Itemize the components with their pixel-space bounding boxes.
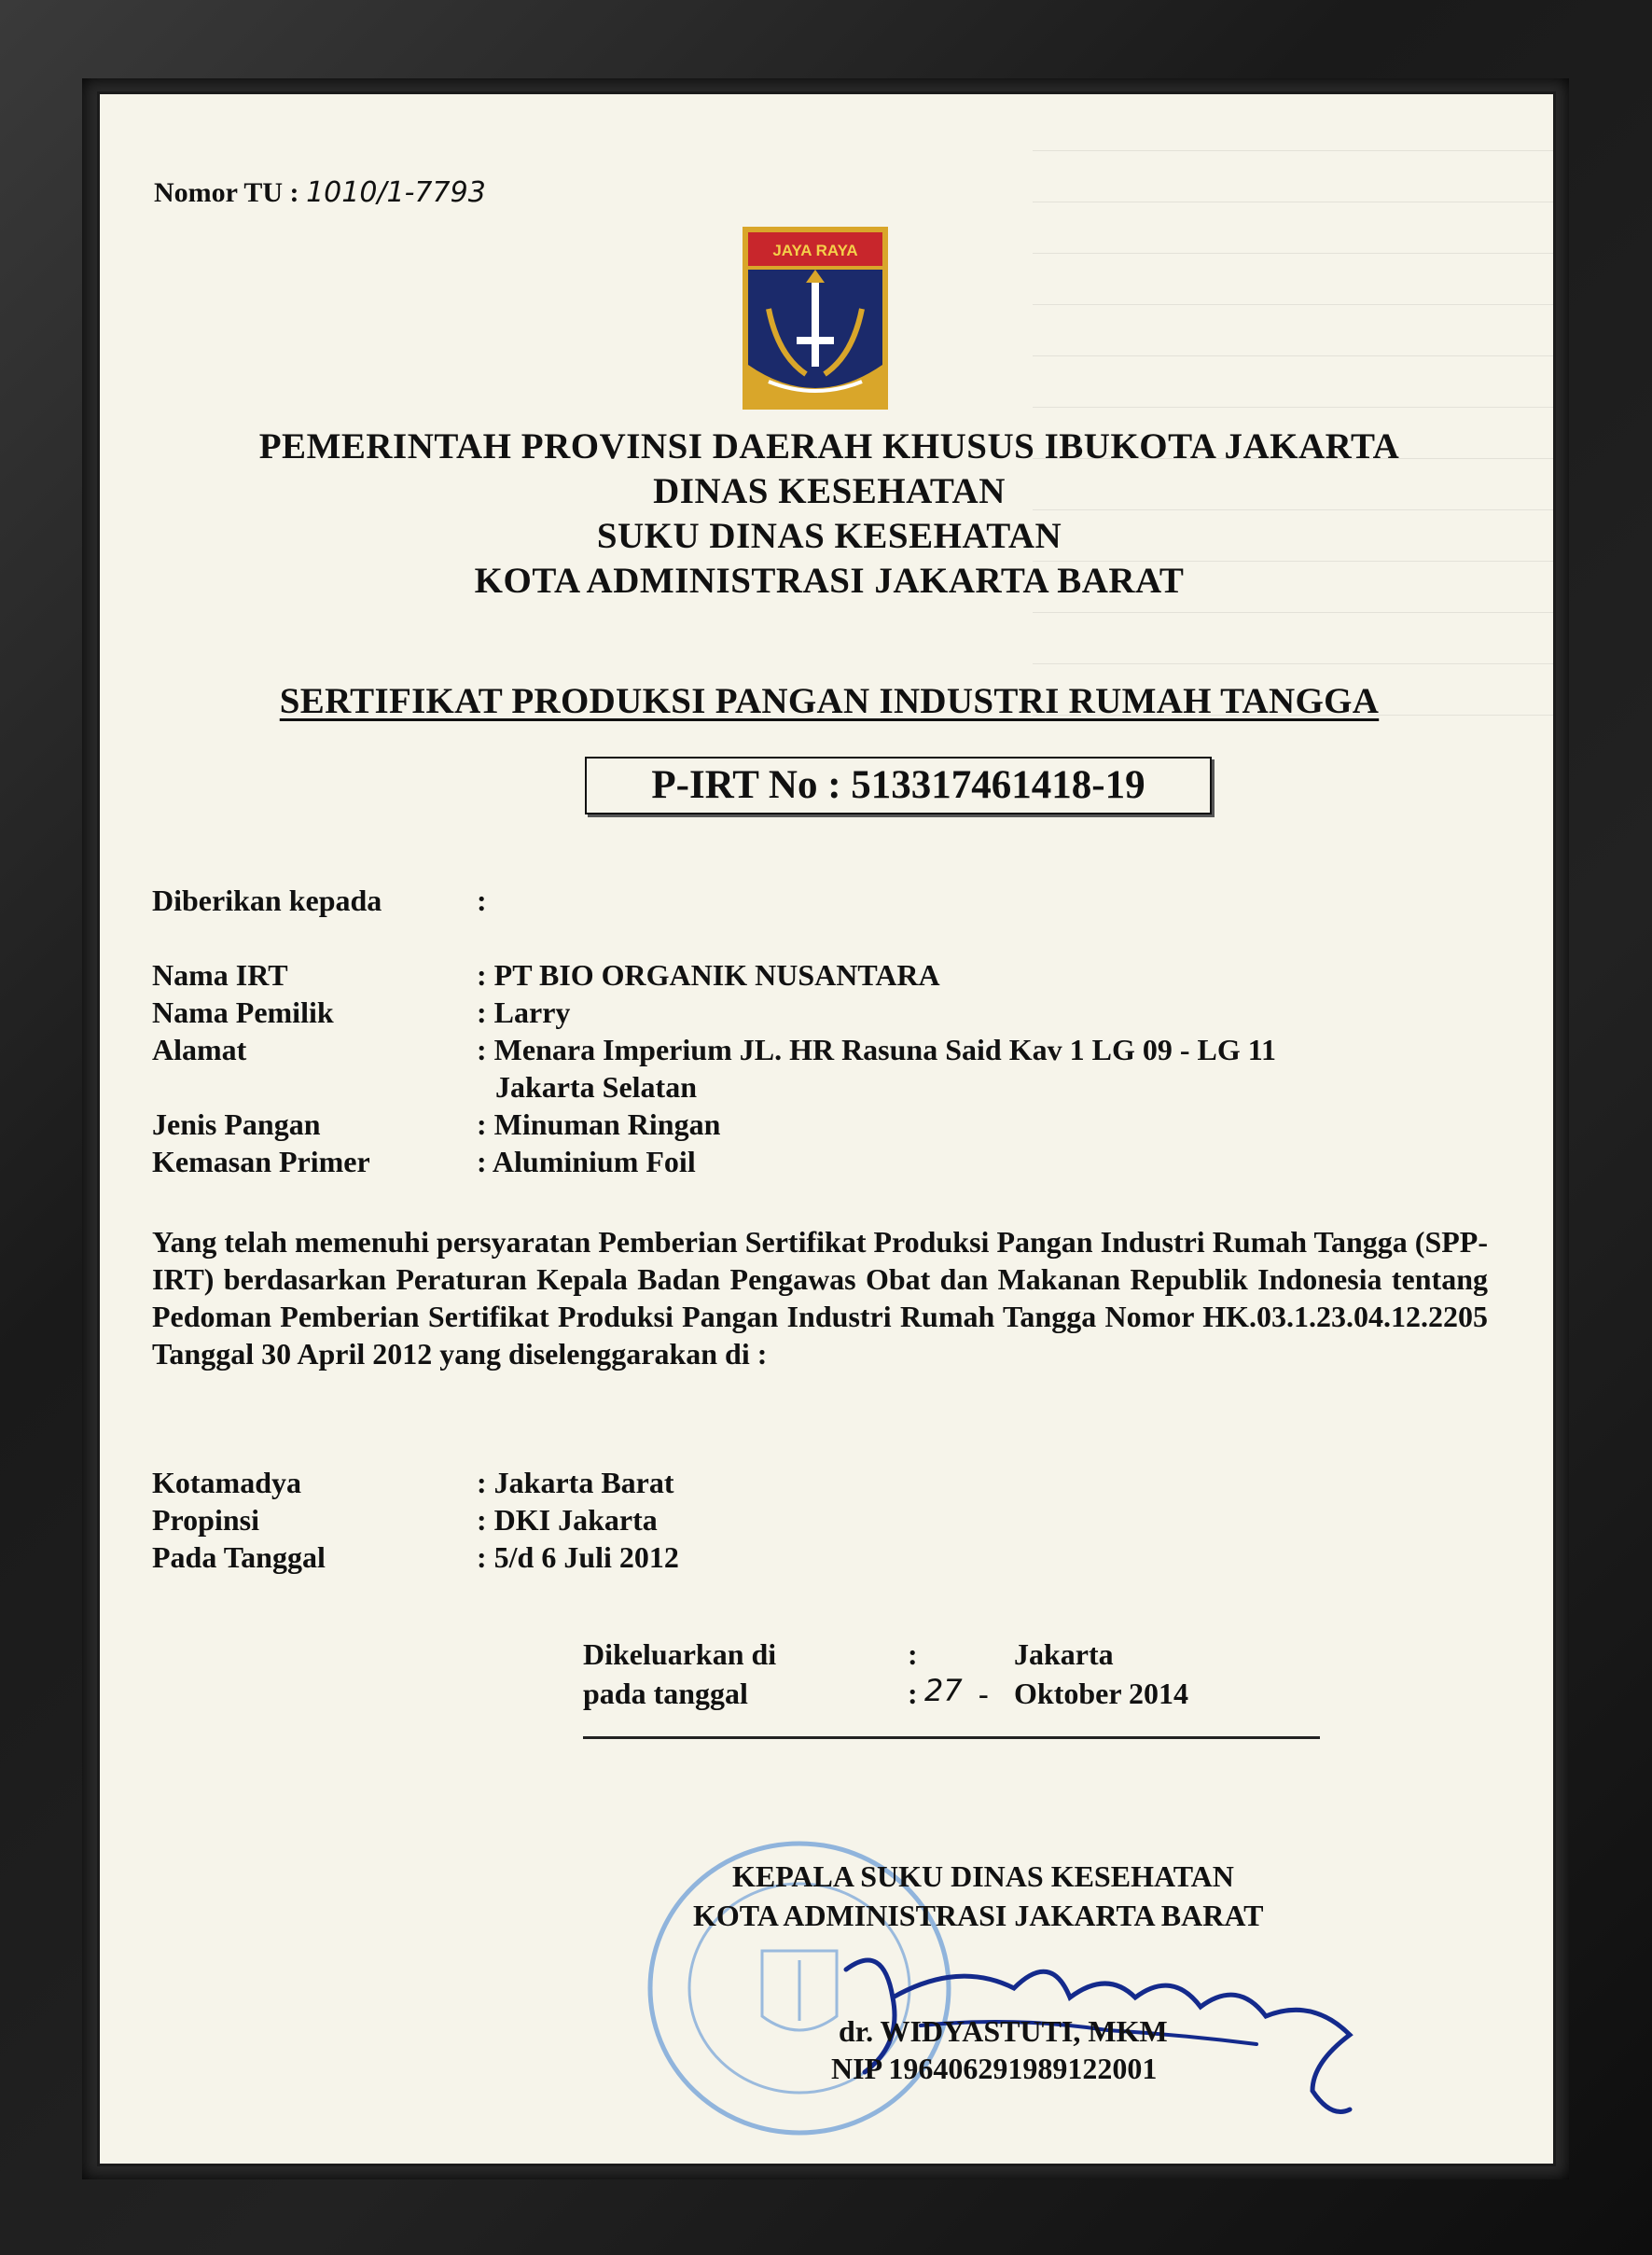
field-value-kemasan-primer: : Aluminium Foil [477,1145,696,1178]
field-value-pada-tanggal: : 5/d 6 Juli 2012 [477,1540,679,1574]
field-label-alamat: Alamat [152,1033,247,1066]
issued-date-label: pada tanggal [583,1677,748,1710]
nomor-tu-label: Nomor TU : [154,177,299,208]
jakarta-emblem-icon [741,225,890,411]
certificate-paper [97,91,1556,2166]
nomor-tu [154,176,486,209]
field-label-nama-pemilik: Nama Pemilik [152,995,334,1029]
certificate-title: SERTIFIKAT PRODUKSI PANGAN INDUSTRI RUMAH TANGGA [279,681,1380,721]
given-to-colon: : [477,884,487,917]
signatory-name: dr. WIDYASTUTI, MKM [839,2014,1168,2048]
field-value-propinsi: : DKI Jakarta [477,1503,658,1537]
issued-place-value: Jakarta [1014,1637,1114,1671]
header-line-4: KOTA ADMINISTRASI JAKARTA BARAT [474,561,1185,601]
signatory-title-2: KOTA ADMINISTRASI JAKARTA BARAT [693,1899,1264,1932]
issued-place-label: Dikeluarkan di [583,1637,777,1671]
field-value-alamat: : Menara Imperium JL. HR Rasuna Said Kav 1 LG 09 - LG 11 [477,1033,1276,1066]
field-label-jenis-pangan: Jenis Pangan [152,1107,321,1141]
issued-place-colon: : [908,1637,918,1671]
statement-paragraph: Yang telah memenuhi persyaratan Pemberian Sertifikat Produksi Pangan Industri Rumah Tangga (SPP-IRT) berdasarkan Peraturan Kepala Badan Pengawas Obat dan Makanan Republik Indonesia tentang Pedoman Pemberian Sertifikat Produksi Pangan Industri Rumah Tangga Nomor HK.03.1.23.04.12.2205 Tanggal 30 April 2012 yang diselenggarakan di : [152,1225,1488,1371]
issued-date-dash: - [979,1677,989,1710]
field-label-kemasan-primer: Kemasan Primer [152,1145,370,1178]
svg-text:JAYA RAYA: JAYA RAYA [772,242,858,259]
pirt-number-box: P-IRT No : 513317461418-19 [585,757,1212,814]
header-line-3: SUKU DINAS KESEHATAN [596,516,1062,556]
field-value-jenis-pangan: : Minuman Ringan [477,1107,721,1141]
given-to-label: Diberikan kepada [152,884,382,917]
header-line-2: DINAS KESEHATAN [653,471,1006,511]
field-value-alamat-line2: Jakarta Selatan [495,1070,697,1104]
signatory-title-1: KEPALA SUKU DINAS KESEHATAN [732,1859,1234,1893]
issued-underline [583,1736,1320,1739]
header-line-1: PEMERINTAH PROVINSI DAERAH KHUSUS IBUKOTA JAKARTA [258,426,1400,466]
issued-date-value: Oktober 2014 [1014,1677,1188,1710]
field-value-nama-irt: : PT BIO ORGANIK NUSANTARA [477,958,940,992]
signatory-nip: NIP 196406291989122001 [831,2052,1158,2085]
field-label-propinsi: Propinsi [152,1503,259,1537]
field-label-nama-irt: Nama IRT [152,958,288,992]
issued-date-handwritten-day: 27 [924,1673,963,1708]
field-label-pada-tanggal: Pada Tanggal [152,1540,326,1574]
field-value-nama-pemilik: : Larry [477,995,571,1029]
field-label-kotamadya: Kotamadya [152,1466,301,1499]
nomor-tu-handwritten-value: 1010/1-7793 [306,176,486,209]
issued-date-colon: : [908,1677,918,1710]
field-value-kotamadya: : Jakarta Barat [477,1466,674,1499]
